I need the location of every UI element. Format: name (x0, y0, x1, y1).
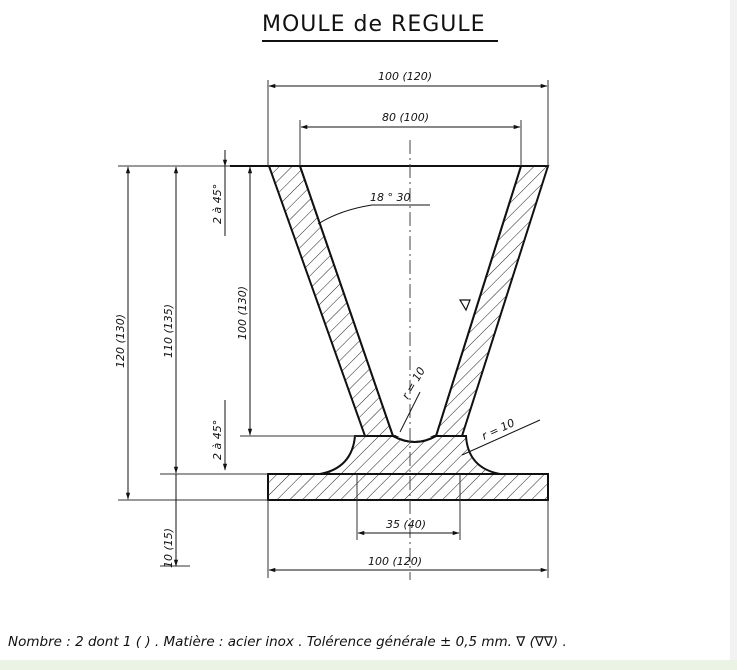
label-outer-radius: r = 10 (479, 416, 517, 443)
label-top-inner: 80 (100) (382, 111, 430, 124)
drawing-title: MOULE de REGULE (262, 12, 486, 37)
label-wall-thickness: 18 ° 30 (370, 191, 411, 204)
label-bottom: 100 (120) (368, 555, 423, 568)
footer-notes: Nombre : 2 dont 1 ( ) . Matière : acier inox . Tolérence générale ± 0,5 mm. ∇ (∇∇) . (8, 634, 567, 650)
base-plate (268, 474, 548, 500)
label-top-outer: 100 (120) (378, 70, 433, 83)
label-total-height: 120 (130) (114, 313, 127, 368)
label-chamfer-bottom: 2 à 45° (211, 419, 224, 460)
label-neck: 35 (40) (386, 518, 427, 531)
label-inner-radius: r = 10 (399, 364, 428, 402)
label-base-height: 10 (15) (162, 527, 175, 568)
label-inner-height: 100 (130) (236, 285, 249, 340)
bottom-band (0, 660, 737, 670)
label-chamfer-top: 2 à 45° (211, 183, 224, 224)
label-110: 110 (135) (162, 303, 175, 358)
